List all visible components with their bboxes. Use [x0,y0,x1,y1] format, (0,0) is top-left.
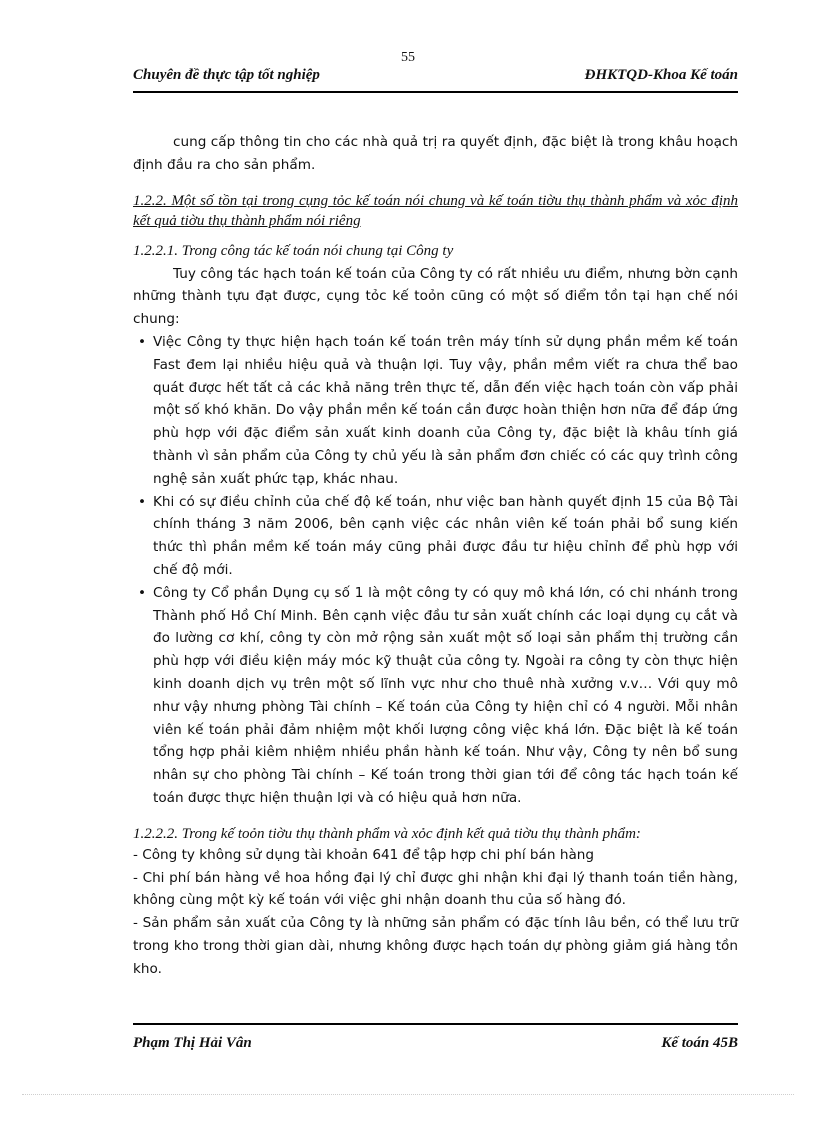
footer-author: Phạm Thị Hải Vân [133,1035,252,1051]
bullet-text: Công ty Cổ phần Dụng cụ số 1 là một công ty có quy mô khá lớn, có chi nhánh trong Thành phố Hồ Chí Minh. Bên cạnh việc đầu tư sản xuất chính các loại dụng cụ cắt và đo lường cơ khí, công ty còn mở rộng sản xuất một số loại sản phẩm thị trường cần phù hợp với điều kiện máy móc kỹ thuật của công ty. Ngoài ra công ty còn thực hiện kinh doanh dịch vụ trên một số lĩnh vực như cho thuê nhà xưởng v.v… Với quy mô như vậy nhưng phòng Tài chính – Kế toán của Công ty hiện chỉ có 4 người. Mỗi nhân viên kế toán phải đảm nhiệm một khối lượng công việc khá lớn. Đặc biệt là kế toán tổng hợp phải kiêm nhiệm nhiều phần hành kế toán. Như vậy, Công ty nên bổ sung nhân sự cho phòng Tài chính – Kế toán trong thời gian tới để công tác hạch toán kế toán được thực hiện thuận lợi và có hiệu quả hơn nữa. [153,584,738,806]
subsection-1-heading: 1.2.2.1. Trong công tác kế toán nói chung tại Công ty [133,242,454,259]
page-footer [133,1023,738,1053]
header-title: Chuyên đề thực tập tốt nghiệp [133,67,320,83]
list-item [133,331,738,491]
page-edge-divider [22,1094,794,1095]
bullet-icon: • [138,493,147,510]
section-heading: 1.2.2. Một số tồn tại trong cụng tỏc kế toán nói chung và kế toán tiờu thụ thành phẩm và xỏc định kết quả tiờu thụ thành phẩm nói riêng [133,192,738,229]
footer-class: Kế toán 45B [661,1035,738,1051]
list-item [133,582,738,810]
bullet-text: Việc Công ty thực hiện hạch toán kế toán trên máy tính sử dụng phần mềm kế toán Fast đem lại nhiều hiệu quả và thuận lợi. Tuy vậy, phần mềm viết ra chưa thể bao quát được hết tất cả các khả năng trên thực tế, dẫn đến việc hạch toán còn vấp phải một số khó khăn. Do vậy phần mền kế toán cần được hoàn thiện hơn nữa để đáp ứng phù hợp với đặc điểm sản xuất kinh doanh của Công ty, đặc biệt là khâu tính giá thành vì sản phẩm của Công ty chủ yếu là sản phẩm đơn chiếc có các quy trình công nghệ sản xuất phức tạp, khác nhau. [153,333,738,487]
intro-paragraph: cung cấp thông tin cho các nhà quả trị ra quyết định, đặc biệt là trong khâu hoạch định đầu ra cho sản phẩm. [133,134,738,173]
list-item: - Chi phí bán hàng về hoa hồng đại lý chỉ được ghi nhận khi đại lý thanh toán tiền hàng, không cùng một kỳ kế toán với việc ghi nhận doanh thu của số hàng đó. [133,869,738,909]
subsection-2-heading: 1.2.2.2. Trong kế toỏn tiờu thụ thành phẩm và xỏc định kết quả tiờu thụ thành phẩm: [133,825,641,842]
bullet-icon: • [138,333,147,350]
list-item: - Sản phẩm sản xuất của Công ty là những sản phẩm có đặc tính lâu bền, có thể lưu trữ trong kho trong thời gian dài, nhưng không được hạch toán dự phòng giảm giá hàng tồn kho. [133,915,738,977]
page-header [133,65,738,93]
bullet-text: Khi có sự điều chỉnh của chế độ kế toán, như việc ban hành quyết định 15 của Bộ Tài chính tháng 3 năm 2006, bên cạnh việc các nhân viên kế toán phải bổ sung kiến thức thì phần mềm kế toán máy cũng phải được đầu tư hiệu chỉnh để phù hợp với chế độ mới. [153,493,738,578]
subsection-1-intro: Tuy công tác hạch toán kế toán của Công ty có rất nhiều ưu điểm, nhưng bờn cạnh những thành tựu đạt được, cụng tỏc kế toỏn cũng có một số điểm tồn tại hạn chế nói chung: [133,265,738,328]
page-content [133,131,738,981]
list-item: - Công ty không sử dụng tài khoản 641 để tập hợp chi phí bán hàng [133,846,595,863]
bullet-icon: • [138,584,147,601]
header-faculty: ĐHKTQD-Khoa Kế toán [584,67,738,83]
list-item [133,491,738,582]
page-number: 55 [401,50,415,65]
